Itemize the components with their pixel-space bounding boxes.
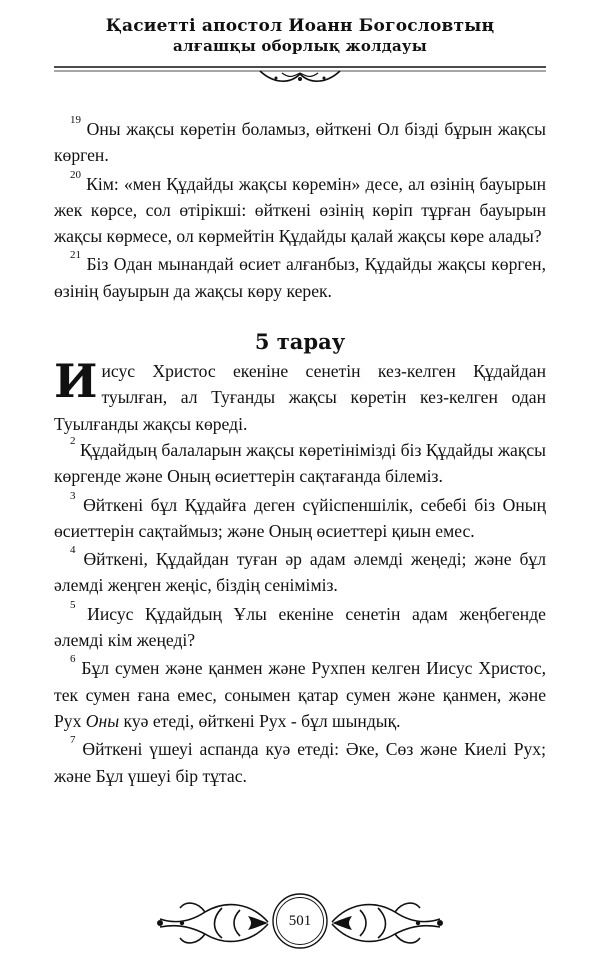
- verse-text: Бұл сумен және қанмен және Рухпен келген Иисус Христос, тек сумен ғана емес, сонымен қатар сумен және қанмен, және Рух: [54, 658, 546, 731]
- verse-21: [54, 251, 546, 304]
- verse-text-italic: Оны: [85, 710, 120, 731]
- verse-text: Иисус Құдайдың Ұлы екеніне сенетін адам жеңбегенде әлемді кім жеңеді?: [54, 603, 546, 651]
- verse-text: Өйткені бұл Құдайға деген сүйіспеншілік, себебі біз Оның өсиеттерін сақтаймыз; және Оның өсиеттері қиын емес.: [54, 494, 546, 541]
- verse-text: Өйткені, Құдайдан туған әр адам әлемді жеңеді; және бұл әлемді жеңген жеңіс, біздің сеніміміз.: [54, 549, 546, 596]
- header-title-line1: Қасиетті апостол Иоанн Богословтың: [105, 16, 495, 36]
- verse-text: Біз Одан мынандай өсиет алғанбыз, Құдайды жақсы көрген, өзінің бауырын да жақсы көру керек.: [54, 254, 546, 301]
- verse-7: [54, 736, 546, 789]
- verse-number: 21: [70, 249, 81, 262]
- header-title-line2: алғашқы оборлық жолдауы: [173, 37, 427, 55]
- verse-text: Өйткені үшеуі аспанда куә етеді: Әке, Сөз және Киелі Рух; және Бұл үшеуі бір тұтас.: [54, 739, 546, 786]
- verse-number: 3: [70, 489, 76, 502]
- verse-2: [54, 434, 546, 490]
- verse-number: 4: [70, 544, 76, 557]
- verse-number: 5: [70, 598, 76, 611]
- drop-cap: И: [54, 354, 98, 409]
- verse-number: 19: [70, 114, 81, 126]
- chapter-title: 5 тарау: [254, 329, 346, 355]
- verse-text: Кім: «мен Құдайды жақсы көремін» десе, ал өзінің бауырын жек көрсе, сол өтірікші: өйткені өзінің көріп тұрған бауырын жақсы көрмесе, ол көрмейтін Құдайды қалай жақсы көре алады?: [54, 173, 546, 247]
- verse-text: исус Христос екеніне сенетін кез-келген Құдайдан туылған, ал Туғанды жақсы көретін кез-келген одан Туылғанды жақсы көреді.: [54, 361, 546, 434]
- verse-number: 7: [70, 734, 76, 747]
- verse-20: [54, 168, 546, 250]
- verse-number: 6: [70, 653, 76, 666]
- verse-19: [54, 116, 546, 169]
- page-number: 501: [288, 913, 312, 929]
- verse-4: [54, 546, 546, 599]
- verse-text: Оны жақсы көретін боламыз, өйткені Ол бізді бұрын жақсы көрген.: [54, 119, 546, 166]
- verse-6: [54, 655, 546, 734]
- verse-number: 2: [70, 434, 76, 447]
- verse-5: [54, 598, 546, 654]
- verse-number: 20: [70, 168, 81, 181]
- chapter-first-verse: [54, 354, 546, 437]
- header-ornament-rule: [54, 62, 546, 84]
- page-body: [54, 116, 546, 791]
- verse-3: [54, 489, 546, 545]
- verse-text: куә етеді, өйткені Рух - бұл шындық.: [119, 710, 401, 731]
- verse-text: Құдайдың балаларын жақсы көретінімізді біз Құдайды жақсы көргенде және Оның өсиеттерін сақтағанда білеміз.: [54, 439, 546, 487]
